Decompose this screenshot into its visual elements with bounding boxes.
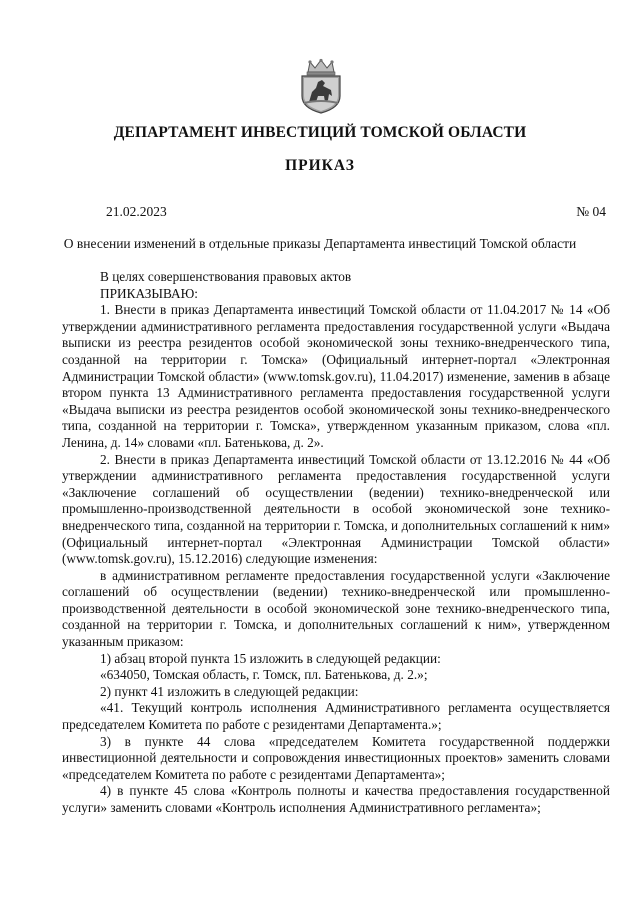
body-paragraph: 3) в пункте 44 слова «председателем Комитета государственной поддержки инвестиционной деятельности и сопровождения инвестиционных проектов» заменить словами «председателем Комитета по работе с резидентами Департамента»;	[62, 733, 610, 782]
body-paragraph: «41. Текущий контроль исполнения Административного регламента осуществляется председателем Комитета по работе с резидентами Департамента.»;	[62, 700, 610, 733]
order-number: № 04	[576, 204, 606, 219]
body-paragraph: В целях совершенствования правовых актов	[100, 269, 352, 284]
order-subject: О внесении изменений в отдельные приказы Департамента инвестиций Томской области	[63, 236, 577, 251]
body-paragraph: 4) в пункте 45 слова «Контроль полноты и качества предоставления государственной услуги» заменить словами «Контроль исполнения Административного регламента»;	[62, 783, 610, 815]
coat-of-arms-icon	[296, 58, 346, 114]
body-paragraph: 1) абзац второй пункта 15 изложить в следующей редакции:	[100, 650, 441, 666]
body-paragraph: 2. Внести в приказ Департамента инвестиций Томской области от 13.12.2016 № 44 «Об утверждении административного регламента предоставления государственной услуги «Заключение соглашений об осуществлении (ведении) технико-внедренческой или промышленно-производственной деятельности в особой экономической зоне технико-внедренческого типа, созданной на территории г. Томска, и дополнительных соглашений к ним» (Официальный интернет-портал «Электронная Администрации Томской области» (www.tomsk.gov.ru), 15.12.2016) следующие изменения:	[62, 451, 610, 567]
body-paragraph: «634050, Томская область, г. Томск, пл. Батенькова, д. 2.»;	[100, 667, 428, 683]
department-name: ДЕПАРТАМЕНТ ИНВЕСТИЦИЙ ТОМСКОЙ ОБЛАСТИ	[113, 124, 527, 141]
body-paragraph: 1. Внести в приказ Департамента инвестиций Томской области от 11.04.2017 № 14 «Об утверждении административного регламента предоставления государственной услуги «Выдача выписки из реестра резидентов особой экономической зоны технико-внедренческого типа, созданной на территории г. Томска» (Официальный интернет-портал «Электронная Администрации Томской области» (www.tomsk.gov.ru), 11.04.2017) изменение, заменив в абзаце втором пункта 13 Административного регламента предоставления государственной услуги «Выдача выписки из реестра резидентов особой экономической зоны технико-внедренческого типа, созданной на территории г. Томска», утвержденном указанным приказом, слова «пл. Ленина, д. 14» словами «пл. Батенькова, д. 2».	[62, 302, 610, 450]
order-body	[62, 269, 610, 817]
order-date: 21.02.2023	[106, 204, 167, 219]
body-paragraph: ПРИКАЗЫВАЮ:	[100, 285, 198, 301]
body-paragraph: в административном регламенте предоставления государственной услуги «Заключение соглашений об осуществлении (ведении) технико-внедренческой или промышленно-производственной деятельности в особой экономической зоне технико-внедренческого типа, созданной на территории г. Томска, и дополнительных соглашений к ним», утвержденном указанным приказом:	[62, 567, 610, 650]
body-paragraph: 2) пункт 41 изложить в следующей редакции:	[100, 683, 359, 699]
document-type: ПРИКАЗ	[285, 157, 355, 174]
